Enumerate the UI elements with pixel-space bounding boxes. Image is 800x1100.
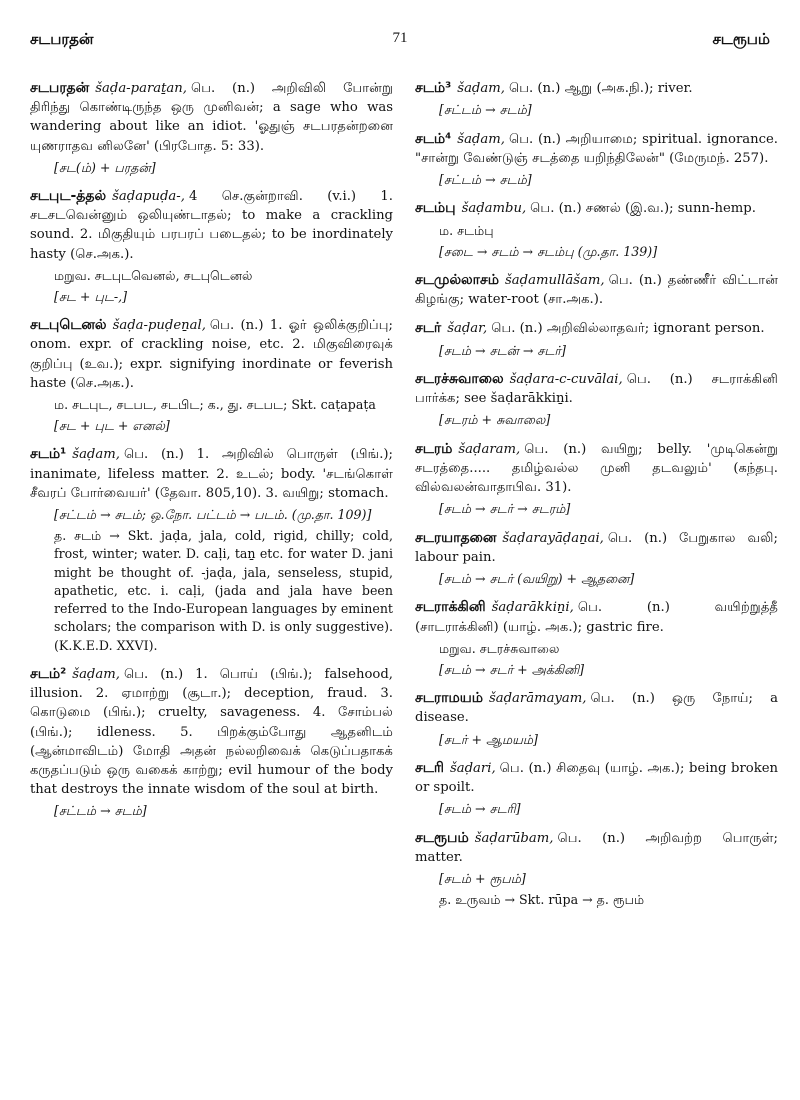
entry-headword: சடரி	[415, 759, 444, 776]
entry-transliteration: šaḍamullāšam,	[505, 273, 605, 289]
entry-note: த. சடம் → Skt. jaḍa, jala, cold, rigid, chilly; cold, frost, winter; water. D. caḷi, taṉ etc. for water D. jani might be thought of. -jaḍa, jala, senseless, stupid, apathetic, etc. i. caḷi, (jada and jala have been referred to the Indo-European languages by eminent scholars; the comparison with D. is only suggestive). (K.K.E.D. XXVI).	[54, 528, 393, 653]
entry-etymology: [சட(ம்) + பரதன்]	[54, 159, 156, 175]
entry-headword: சடராக்கினி	[415, 599, 486, 616]
entry-transliteration: šaḍarāmayam,	[488, 691, 587, 707]
entry-etymology: [சட + புட + எனல்]	[54, 418, 170, 434]
entry-definition: பெ. (n.) அறிவிலி போன்று திரிந்து கொண்டிருந்த ஒரு முனிவன்; a sage who was wandering about like an idiot. 'ஓதுஞ் சடபரதன்றனை யுணராதவ னிலனே' (பிரபோத. 5: 33).	[30, 81, 393, 154]
entry-transliteration: šaḍam,	[72, 666, 120, 682]
entry-definition: பெ. (n.) பேறுகால வலி; labour pain.	[415, 530, 778, 565]
entry-transliteration: šaḍarākkiṉi,	[491, 600, 574, 616]
entry-transliteration: šaḍambu,	[461, 201, 527, 217]
dictionary-entry	[415, 198, 778, 261]
entry-transliteration: šaḍam,	[457, 131, 505, 147]
dictionary-entry	[415, 270, 778, 309]
entry-note: ம. சடம்பு	[439, 222, 494, 238]
entry-etymology: [சடம் → சடரி]	[439, 801, 521, 817]
left-column	[30, 78, 393, 1070]
entry-headword: சடபுடெனல்	[30, 317, 107, 334]
entry-definition: பெ. (n.) ஆறு (அக.நி.); river.	[508, 81, 693, 96]
entry-headword: சடம்பு	[415, 200, 456, 217]
running-head-right: சடரூபம்	[712, 30, 770, 48]
entry-transliteration: šaḍa-paraṯan,	[95, 81, 187, 96]
entry-transliteration: šaḍa-puḍeṉal,	[112, 318, 206, 334]
dictionary-entry	[415, 439, 778, 519]
entry-headword: சடர்	[415, 320, 442, 337]
entry-transliteration: šaḍara-c-cuvālai,	[509, 372, 623, 388]
page-header	[30, 30, 770, 58]
entry-definition: பெ. (n.) 1. ஓர் ஒலிக்குறிப்பு; onom. expr. of crackling noise, etc. 2. மிகுவிரைவுக் குறிப்பு (உவ.); expr. signifying inordinate or feverish haste (செ.அக.).	[30, 318, 393, 391]
entry-etymology: [சடம் → சடர் → சடரம்]	[439, 501, 571, 517]
entry-headword: சடபரதன்	[30, 80, 90, 96]
entry-transliteration: šaḍaram,	[458, 441, 521, 457]
entry-etymology: [சடம் → சடன் → சடர்]	[439, 342, 566, 358]
entry-transliteration: šaḍam,	[72, 447, 120, 463]
entry-note: ம. சடபுட, சடபட, சடபிட; க., து. சடபட; Skt. caṭapaṭa	[54, 396, 376, 412]
entry-headword: சடபுட-த்தல்	[30, 187, 107, 204]
entry-transliteration: šaḍarayāḍaṉai,	[502, 530, 604, 546]
dictionary-entry	[30, 186, 393, 306]
entry-transliteration: šaḍari,	[449, 760, 496, 776]
entry-definition: பெ. (n.) அறிவற்ற பொருள்; matter.	[415, 830, 778, 865]
entry-headword: சடம்³	[415, 80, 452, 96]
entry-etymology: [சடம் → சடர் + அக்கினி]	[439, 661, 585, 677]
entry-transliteration: šaḍam,	[457, 81, 505, 96]
entry-definition: பெ. (n.) சிதைவு (யாழ். அக.); being broken or spoilt.	[415, 760, 778, 796]
entry-definition: பெ. (n.) 1. அறிவில் பொருள் (பிங்.); inanimate, lifeless matter. 2. உடல்; body. 'சடங்கொள் சீவரப் போர்வையர்' (தேவா. 805,10). 3. வயிறு; stomach.	[30, 447, 393, 501]
entry-etymology: [சடம் + ரூபம்]	[439, 870, 526, 886]
entry-definition: பெ. (n.) தண்ணீர் விட்டான் கிழங்கு; water-root (சா.அக.).	[415, 273, 778, 308]
entry-definition: பெ. (n.) சணல் (இ.வ.); sunn-hemp.	[530, 201, 756, 217]
entry-etymology: [சடம் → சடர் (வயிறு) + ஆதனை]	[439, 570, 635, 586]
entry-headword: சடம்²	[30, 665, 67, 682]
entry-transliteration: šaḍapuḍa-,	[112, 188, 185, 204]
entry-etymology: [சடை → சடம் → சடம்பு (மு.தா. 139)]	[439, 243, 658, 259]
dictionary-columns	[30, 78, 778, 1070]
dictionary-entry	[30, 315, 393, 435]
dictionary-entry	[415, 688, 778, 749]
dictionary-entry	[415, 528, 778, 589]
entry-etymology: [சட்டம் → சடம்]	[439, 171, 532, 187]
dictionary-entry	[415, 828, 778, 910]
right-column	[415, 78, 778, 1070]
entry-headword: சடரச்சுவாலை	[415, 371, 504, 388]
entry-transliteration: šaḍarūbam,	[474, 830, 554, 846]
entry-headword: சடரூபம்	[415, 829, 469, 846]
entry-definition: பெ. (n.) வயிற்றுத்தீ (சாடராக்கினி) (யாழ். அக.); gastric fire.	[415, 600, 778, 635]
dictionary-entry	[415, 129, 778, 190]
entry-transliteration: šaḍar,	[447, 321, 488, 337]
entry-etymology: [சட்டம் → சடம்; ஒ.நோ. பட்டம் → படம். (மு.தா. 109)]	[54, 506, 372, 522]
page-number: 71	[392, 30, 408, 46]
dictionary-entry	[30, 664, 393, 820]
dictionary-entry	[30, 444, 393, 655]
entry-definition: பெ. (n.) சடராக்கினி பார்க்க; see šaḍarākkiṉi.	[415, 372, 778, 407]
entry-definition: பெ. (n.) வயிறு; belly. 'முடிகென்று சடரத்தை..... தமிழ்வல்ல முனி தடவலும்' (கந்தபு. வில்வலன்வாதாபிவ. 31).	[415, 441, 778, 496]
entry-etymology: [சடரம் + சுவாலை]	[439, 412, 551, 428]
entry-definition: பெ. (n.) அறியாமை; spiritual. ignorance. "சான்று வேண்டுஞ் சடத்தை யறிந்திலேன்" (மேருமந். 257).	[415, 131, 778, 166]
entry-headword: சடம்¹	[30, 446, 67, 463]
entry-etymology: [சடர் + ஆமயம்]	[439, 731, 538, 747]
dictionary-entry	[415, 597, 778, 679]
entry-etymology: [சட்டம் → சடம்]	[439, 102, 532, 118]
dictionary-entry	[415, 78, 778, 120]
entry-headword: சடரம்	[415, 440, 453, 457]
entry-etymology: [சட + புட-,]	[54, 288, 128, 304]
entry-definition: பெ. (n.) ஒரு நோய்; a disease.	[415, 691, 778, 726]
entry-etymology: [சட்டம் → சடம்]	[54, 803, 147, 819]
entry-note: மறுவ. சடரச்சுவாலை	[439, 640, 560, 656]
entry-headword: சடரயாதனை	[415, 529, 497, 546]
entry-headword: சடராமயம்	[415, 690, 483, 707]
running-head-left: சடபரதன்	[30, 30, 94, 48]
dictionary-entry	[415, 369, 778, 430]
entry-note: த. உருவம் → Skt. rūpa → த. ரூபம்	[439, 892, 645, 908]
entry-definition: 4 செ.குன்றாவி. (v.i.) 1. சடசடவென்னும் ஒலியுண்டாதல்; to make a crackling sound. 2. மிகுதியும் பரபரப் படைதல்; to be inordinately hasty (செ.அக.).	[30, 188, 393, 262]
dictionary-entry	[30, 78, 393, 177]
dictionary-entry	[415, 758, 778, 819]
entry-definition: பெ. (n.) 1. பொய் (பிங்.); falsehood, illusion. 2. ஏமாற்று (சூடா.); deception, fraud. 3. கொடுமை (பிங்.); cruelty, savageness. 4. சோம்பல் (பிங்.); idleness. 5. பிறக்கும்போது ஆதனிடம் (ஆன்மாவிடம்) மோதி அதன் நல்லறிவைக் கெடுப்பதாகக் கருதப்படும் ஒரு வகைக் காற்று; evil humour of the body that destroys the innate wisdom of the soul at birth.	[30, 666, 393, 797]
entry-headword: சடமுல்லாசம்	[415, 272, 500, 289]
entry-definition: பெ. (n.) அறிவில்லாதவர்; ignorant person.	[491, 321, 765, 337]
entry-note: மறுவ. சடபுடவெனல், சடபுடெனல்	[54, 267, 253, 283]
dictionary-entry	[415, 318, 778, 360]
entry-headword: சடம்⁴	[415, 130, 452, 147]
